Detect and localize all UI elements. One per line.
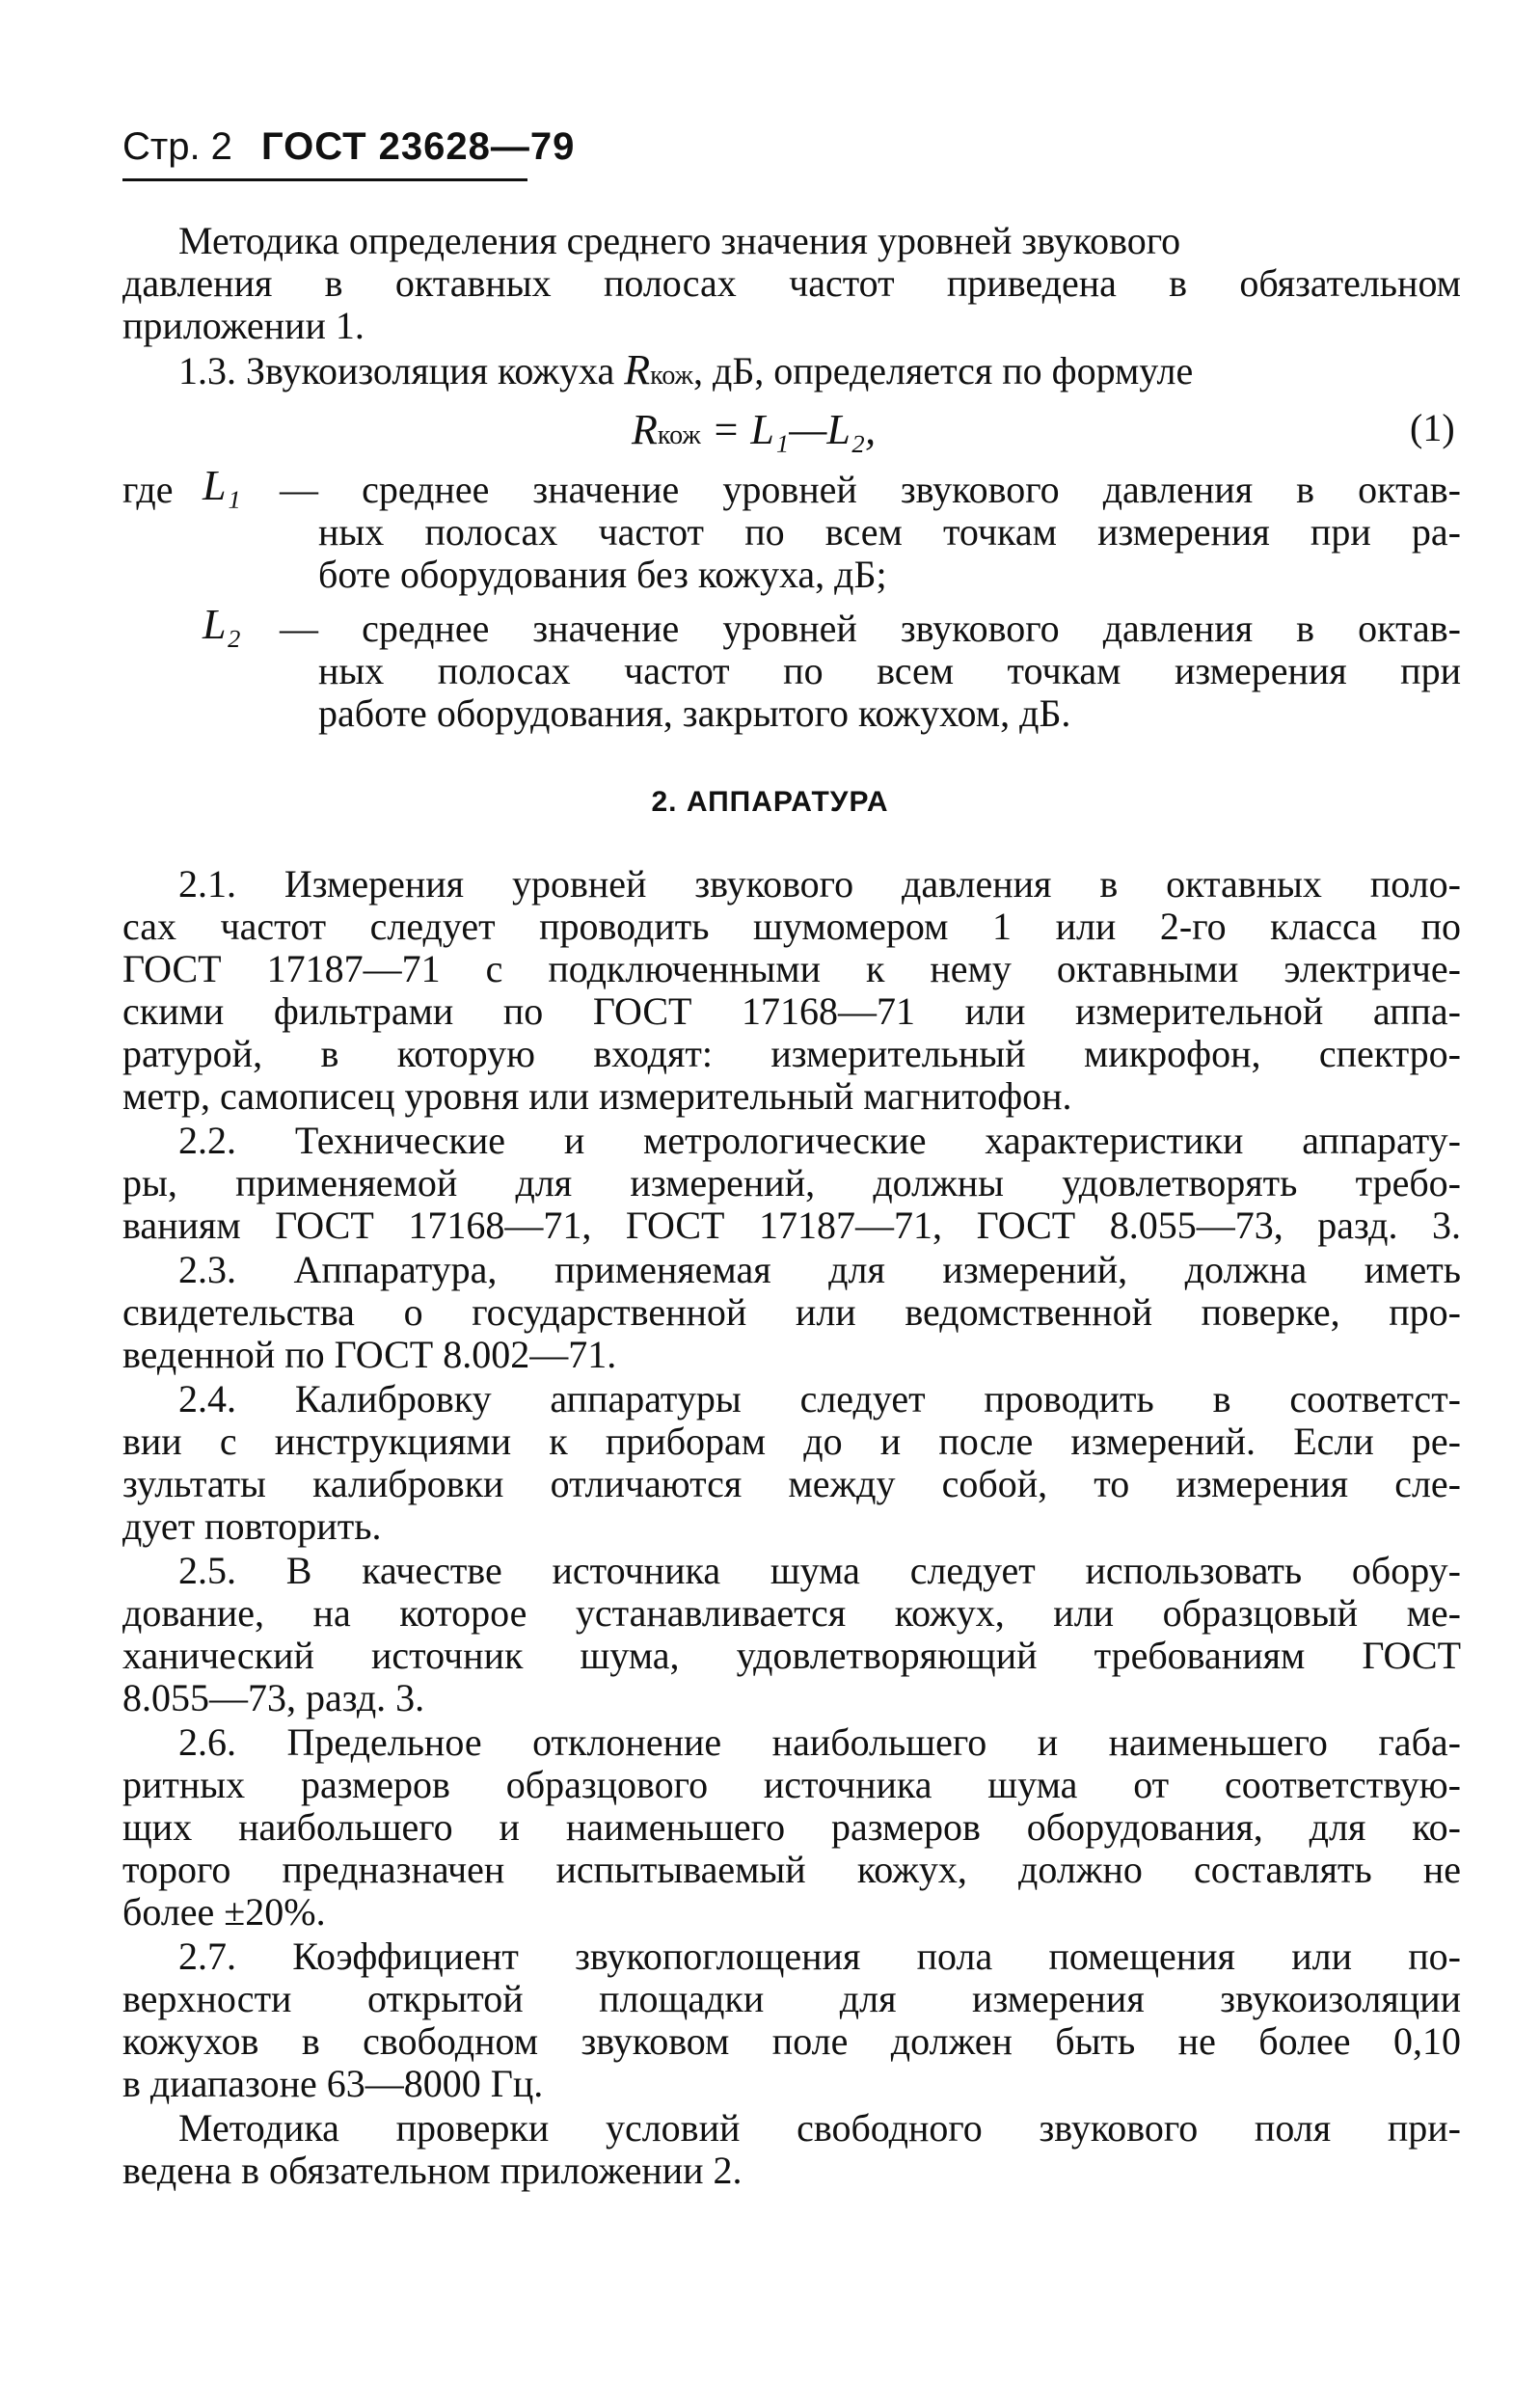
p-2-1-line-6: метр, самописец уровня или измерительный магнитофон. [122, 1074, 1072, 1118]
p-2-2-line-1: 2.2. Технические и метрологические характеристики аппарату- [178, 1119, 1461, 1162]
p-2-5-line-3: ханический источник шума, удовлетворяющий требованиям ГОСТ [122, 1634, 1461, 1677]
clause-1-3-text: 1.3. Звукоизоляция кожуха [178, 349, 615, 392]
formula-1 [632, 405, 876, 454]
p-2-6-line-3: щих наибольшего и наименьшего размеров оборудования, для ко- [122, 1805, 1461, 1849]
intro-line-3: приложении 1. [122, 304, 365, 347]
section-title: 2. АППАРАТУРА [651, 786, 889, 818]
p-final-line-1: Методика проверки условий свободного звукового поля при- [178, 2106, 1461, 2150]
p-2-3-line-2: свидетельства о государственной или ведомственной поверке, про- [122, 1290, 1461, 1334]
p-2-5-line-4: 8.055—73, разд. 3. [122, 1676, 425, 1719]
p-2-5-line-2: дование, на которое устанавливается кожух, или образцовый ме- [122, 1591, 1461, 1635]
header-rule [122, 178, 527, 181]
p-2-1-line-4: скими фильтрами по ГОСТ 17168—71 или измерительной аппа- [122, 989, 1461, 1033]
p-2-4-line-2: вии с инструкциями к приборам до и после измерений. Если ре- [122, 1420, 1461, 1463]
where-l2-symbol: L₂ [203, 601, 241, 648]
where-l1-line-3: боте оборудования без кожуха, дБ; [318, 553, 887, 596]
p-2-1-line-3: ГОСТ 17187—71 с подключенными к нему октавными электриче- [122, 947, 1461, 990]
p-2-4-line-1: 2.4. Калибровку аппаратуры следует проводить в соответст- [178, 1377, 1461, 1420]
standard-number: ГОСТ 23628—79 [260, 125, 576, 168]
clause-1-3-symbol-sub: кож [650, 361, 693, 391]
p-2-6-line-1: 2.6. Предельное отклонение наибольшего и наименьшего габа- [178, 1720, 1461, 1764]
p-2-1-line-5: ратурой, в которую входят: измерительный микрофон, спектро- [122, 1032, 1461, 1075]
formula-rhs: = L₁—L₂, [711, 406, 877, 453]
p-2-2-line-3: ваниям ГОСТ 17168—71, ГОСТ 17187—71, ГОСТ 8.055—73, разд. 3. [122, 1204, 1461, 1247]
page-header [122, 125, 575, 169]
p-2-6-line-2: ритных размеров образцового источника шума от соответствую- [122, 1763, 1461, 1806]
p-2-4-line-3: зультаты калибровки отличаются между собой, то измерения сле- [122, 1462, 1461, 1505]
intro-line-2: давления в октавных полосах частот приведена в обязательном [122, 261, 1461, 305]
p-2-1-line-1: 2.1. Измерения уровней звукового давления в октавных поло- [178, 862, 1461, 906]
where-l2-line-2: ных полосах частот по всем точкам измерения при [318, 649, 1461, 692]
p-2-6-line-4: торого предназначен испытываемый кожух, должно составлять не [122, 1848, 1461, 1891]
p-2-7-line-2: верхности открытой площадки для измерения звукоизоляции [122, 1977, 1461, 2020]
where-l2-line-3: работе оборудования, закрытого кожухом, дБ. [318, 691, 1071, 735]
where-l1-line-1: — среднее значение уровней звукового давления в октав- [280, 468, 1461, 511]
p-final-line-2: ведена в обязательном приложении 2. [122, 2149, 743, 2192]
where-l2-line-1: — среднее значение уровней звукового давления в октав- [280, 607, 1461, 650]
where-l1-line-2: ных полосах частот по всем точкам измерения при ра- [318, 510, 1461, 554]
formula-lhs: R [632, 406, 658, 453]
page-number: Стр. 2 [122, 125, 232, 168]
p-2-7-line-1: 2.7. Коэффициент звукопоглощения пола помещения или по- [178, 1935, 1461, 1978]
intro-line-1: Методика определения среднего значения уровней звукового [178, 219, 1181, 262]
clause-1-3-after: , дБ, определяется по формуле [692, 349, 1194, 392]
p-2-5-line-1: 2.5. В качестве источника шума следует использовать обору- [178, 1549, 1461, 1592]
where-l1-symbol: L₁ [203, 462, 241, 509]
p-2-2-line-2: ры, применяемой для измерений, должны удовлетворять требо- [122, 1161, 1461, 1204]
p-2-7-line-3: кожухов в свободном звуковом поле должен быть не более 0,10 [122, 2019, 1461, 2063]
clause-1-3-symbol: R [624, 346, 651, 393]
p-2-3-line-3: веденной по ГОСТ 8.002—71. [122, 1333, 617, 1376]
where-word: где [122, 468, 174, 511]
formula-lhs-sub: кож [657, 420, 701, 450]
p-2-7-line-4: в диапазоне 63—8000 Гц. [122, 2062, 544, 2105]
p-2-4-line-4: дует повторить. [122, 1504, 382, 1548]
formula-number: (1) [1410, 406, 1455, 449]
p-2-3-line-1: 2.3. Аппаратура, применяемая для измерений, должна иметь [178, 1248, 1461, 1291]
p-2-1-line-2: сах частот следует проводить шумомером 1 или 2-го класса по [122, 905, 1461, 948]
p-2-6-line-5: более ±20%. [122, 1890, 326, 1934]
clause-1-3 [178, 346, 1194, 397]
